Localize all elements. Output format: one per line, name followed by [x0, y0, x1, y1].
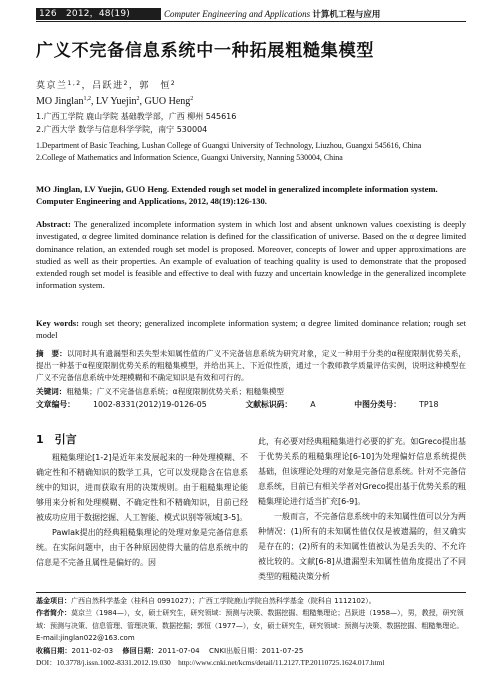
document-code-value: A	[310, 400, 316, 409]
affiliation-en-1: 1.Department of Basic Teaching, Lushan College of Guangxi University of Technology, Liuzhou, Guangxi 545616, China	[36, 141, 422, 150]
article-number-value: 1002-8331(2012)19-0126-05	[92, 400, 207, 409]
intro-paragraph-3: 此，有必要对经典粗糙集进行必要的扩充。如Greco提出基于优势关系的粗糙集理论[6-10]为处理偏好信息系统提供基础，但该理论处理的对象是完备信息系统。针对不完备信息系统，目前已有相关学者对Greco提出基于优势关系的粗糙集理论进行适当扩充[6-9]。	[258, 437, 466, 506]
intro-paragraph-2: Pawlak提出的经典粗糙集理论的处理对象是完备信息系统。在实际问题中，由于各种原因使得大量的信息系统中的信息是不完备且属性是偏好的。因	[36, 528, 248, 567]
classification-value: TP18	[419, 400, 439, 409]
journal-name-en: Computer Engineering and Applications	[164, 9, 311, 19]
abstract-cn-label: 摘 要：	[36, 349, 67, 358]
fund-label: 基金项目：	[36, 597, 71, 605]
classification-label: 中图分类号：	[354, 400, 402, 409]
dates-line	[36, 645, 466, 657]
abstract-cn-text: 以同时具有遗漏型和丢失型未知属性值的广义不完备信息系统为研究对象，定义一种用于分类的α程度限制优势关系，提出一种基于α程度限制优势关系的粗糙集模型，并给出其上、下近似性质，通过一个教师教学质量评估实例，说明这种模型在广义不完备信息系统中处理模糊和不确定知识是有效和可行的。	[36, 349, 467, 383]
issue-number: 2012，48(19)	[65, 9, 130, 19]
affiliation-cn-1: 1.广西工学院 鹿山学院 基础教学部，广西 柳州 545616	[36, 112, 237, 121]
abstract-en	[36, 218, 466, 292]
author-3-sup: 2	[170, 80, 177, 87]
author-bio	[36, 607, 466, 644]
keywords-cn	[36, 386, 466, 398]
author-1-sup: 1,2	[67, 80, 82, 87]
document-code	[245, 400, 333, 409]
abstract-cn	[36, 348, 466, 385]
affiliation-en-2: 2.College of Mathematics and Information Science, Guangxi University, Nanning 530004, China	[36, 153, 343, 162]
received-date: 2011-02-03	[71, 646, 114, 655]
author-bio-label: 作者简介：	[36, 609, 71, 618]
revised-label: 修回日期：	[122, 646, 158, 655]
intro-paragraph-1: 粗糙集理论[1-2]是近年来发展起来的一种处理模糊、不确定性和不精确知识的数学工具，它可以发现隐含在信息系统中的知识，进而获取有用的决策规则。由于粗糙集理论能够用来分析和处理模糊、不确定性和不精确知识，目前已经被成功应用于数据挖掘、人工智能、模式识别等领域[3-5]。	[36, 453, 248, 522]
author-3-en-sup: 2	[190, 96, 194, 102]
header-rule	[36, 21, 466, 22]
body-column-left	[36, 450, 248, 570]
author-2-sup: 2	[123, 80, 129, 87]
body-column-right	[258, 434, 466, 584]
page-issue-label	[39, 8, 130, 20]
keywords-en	[36, 317, 466, 342]
cnki-date: 2011-07-25	[261, 646, 304, 655]
abstract-en-label: Abstract:	[36, 219, 71, 229]
cnki-label: CNKI出版日期：	[209, 646, 262, 655]
keywords-cn-text: 粗糙集；广义不完备信息系统；α程度限制优势关系；粗糙集模型	[66, 387, 285, 396]
author-1-en: MO Jinglan	[36, 96, 84, 107]
received-label: 收稿日期：	[36, 646, 72, 655]
author-2-cn: ，吕跃进	[81, 81, 124, 91]
citation: MO Jinglan, LV Yuejin, GUO Heng. Extended rough set model in generalized incomplete information system. Computer Engineering and Applications, 2012, 48(19):126-130.	[36, 184, 438, 206]
journal-name-cn: 计算机工程与应用	[312, 10, 381, 20]
doi-text: DOI：10.3778/j.issn.1002-8331.2012.19.030	[36, 658, 171, 668]
section-heading: 1 引言	[36, 433, 77, 446]
paper-title: 广义不完备信息系统中一种拓展粗糙集模型	[36, 41, 375, 61]
revised-date: 2011-07-04	[158, 646, 200, 655]
affiliation-cn-2: 2.广西大学 数学与信息科学学院，南宁 530004	[36, 125, 208, 134]
page-number: 126	[39, 9, 57, 19]
fund-text: 广西自然科学基金（桂科自 0991027）；广西工学院鹿山学院自然科学基金（院科自 1112102）。	[71, 597, 376, 605]
author-2-en: , LV Yuejin	[91, 96, 137, 107]
footnote-rule	[36, 592, 466, 593]
document-code-label: 文献标识码：	[245, 400, 293, 409]
author-1-en-sup: 1,2	[83, 96, 91, 102]
authors-cn	[36, 81, 176, 92]
article-number-label: 文章编号：	[36, 400, 75, 409]
author-3-cn: ，郭 恒	[128, 81, 171, 91]
journal-name	[164, 8, 380, 21]
article-info	[36, 399, 466, 411]
article-number	[36, 400, 225, 409]
cnki-url[interactable]: http://www.cnki.net/kcms/detail/11.2127.TP.20110725.1624.017.html	[178, 658, 385, 668]
fund-note	[36, 595, 466, 607]
footnote	[36, 595, 466, 669]
classification-number	[354, 400, 456, 409]
author-3-en: , GUO Heng	[139, 96, 191, 107]
keywords-cn-label: 关键词：	[36, 387, 67, 396]
keywords-en-label: Key words:	[36, 318, 80, 328]
running-header	[0, 0, 498, 24]
abstract-en-text: The generalized incomplete information system in which lost and absent unknown values coexisting is deeply investigated, α degree limited dominance relation is defined for the classification of universe. Based on the α degree limited dominance relation, an extended rough set model is proposed. Moreover, concepts of lower and upper approximations are studied as well as their properties. An example of evaluation of teaching quality is used to demonstrate that the proposed extended rough set model is feasible and effective to deal with fuzzy and uncertain knowledge in the generalized incomplete information system.	[36, 219, 466, 291]
author-1-cn: 莫京兰	[36, 81, 68, 91]
keywords-en-text: rough set theory; generalized incomplete information system; α degree limited dominance relation; rough set model	[36, 318, 466, 341]
author-bio-text: 莫京兰（1984—），女，硕士研究生，研究领域：预测与决策、数据挖掘、粗糙集理论；吕跃进（1958—），男，教授，研究领域：预测与决策、信息管理、管理决策、数据挖掘；郭恒（1977—），女，硕士研究生，研究领域：预测与决策、数据挖掘、粗糙集理论。E-mail:jinglan022@163.com	[36, 609, 464, 643]
author-2-en-sup: 2	[136, 96, 140, 102]
doi-line	[36, 657, 466, 669]
intro-paragraph-4: 一般而言，不完备信息系统中的未知属性值可以分为两种情况：(1)所有的未知属性值仅仅是被遗漏的，但又确实是存在的；(2)所有的未知属性值被认为是丢失的、不允许被比较的。文献[6-8]从遗漏型未知属性值角度提出了不同类型的粗糙决策分析	[258, 512, 466, 581]
authors-en	[36, 96, 193, 108]
